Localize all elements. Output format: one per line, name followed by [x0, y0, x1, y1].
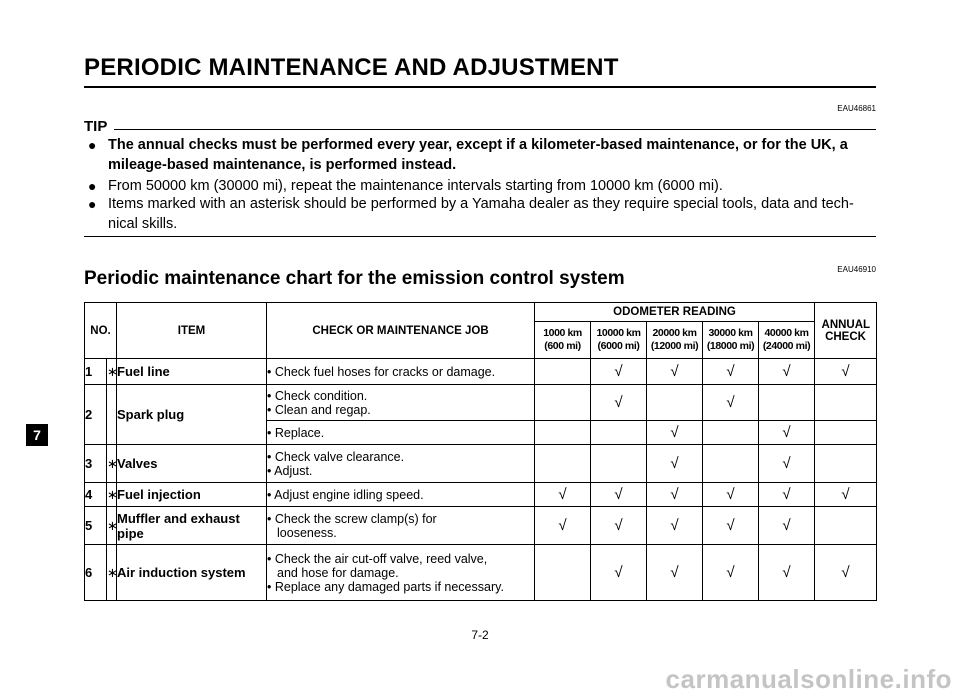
tip-label: TIP — [84, 118, 108, 135]
bullet-icon: ● — [88, 196, 97, 212]
interval-check-cell — [535, 445, 591, 483]
maintenance-job — [267, 483, 535, 507]
interval-check-cell — [647, 385, 703, 421]
annual-check-cell — [815, 445, 877, 483]
interval-check-cell — [703, 359, 759, 385]
bullet-icon: ● — [88, 137, 97, 153]
job-line: • Check the air cut-off valve, reed valve, — [267, 551, 488, 566]
table-row — [85, 445, 877, 483]
tip-bullet-3-line1: Items marked with an asterisk should be performed by a Yamaha dealer as they require special tools, data and tech- — [108, 196, 854, 212]
odometer-km: 20000 km — [652, 327, 697, 339]
odometer-column-header — [647, 322, 703, 359]
row-number: 6 — [85, 545, 107, 601]
interval-check-cell — [647, 507, 703, 545]
interval-check-cell — [647, 445, 703, 483]
check-mark-icon: √ — [614, 363, 623, 380]
table-row — [85, 545, 877, 601]
interval-check-cell — [535, 359, 591, 385]
job-line: and hose for damage. — [277, 565, 399, 580]
check-mark-icon: √ — [841, 363, 850, 380]
interval-check-cell — [535, 421, 591, 445]
item-name-line1: Valves — [117, 456, 158, 471]
row-number: 1 — [85, 359, 107, 385]
check-mark-icon: √ — [614, 564, 623, 581]
odometer-column-header — [703, 322, 759, 359]
item-name — [117, 359, 267, 385]
section-title: Periodic maintenance chart for the emission control system — [84, 268, 625, 289]
annual-check-cell — [815, 385, 877, 421]
page-title: PERIODIC MAINTENANCE AND ADJUSTMENT — [84, 54, 619, 81]
check-mark-icon: √ — [841, 486, 850, 503]
interval-check-cell — [647, 483, 703, 507]
tip-end-rule — [84, 236, 876, 237]
interval-check-cell — [647, 359, 703, 385]
check-mark-icon: √ — [614, 394, 623, 411]
interval-check-cell — [759, 507, 815, 545]
interval-check-cell — [703, 385, 759, 421]
interval-check-cell — [591, 445, 647, 483]
interval-check-cell — [703, 545, 759, 601]
maintenance-job — [267, 359, 535, 385]
job-line: • Adjust engine idling speed. — [267, 487, 424, 502]
odometer-mi: (6000 mi) — [597, 340, 640, 352]
job-line: • Check valve clearance. — [267, 449, 405, 464]
interval-check-cell — [759, 483, 815, 507]
annual-check-cell — [815, 359, 877, 385]
interval-check-cell — [591, 421, 647, 445]
tip-bullet-1 — [108, 135, 876, 175]
tip-bullet-2: From 50000 km (30000 mi), repeat the maintenance intervals starting from 10000 km (6000 mi). — [108, 178, 723, 194]
check-mark-icon: √ — [670, 486, 679, 503]
header-job: CHECK OR MAINTENANCE JOB — [267, 303, 535, 359]
odometer-mi: (24000 mi) — [762, 340, 811, 352]
job-line: • Adjust. — [267, 463, 313, 478]
interval-check-cell — [647, 545, 703, 601]
check-mark-icon: √ — [782, 424, 791, 441]
interval-check-cell — [703, 483, 759, 507]
check-mark-icon: √ — [726, 394, 735, 411]
interval-check-cell — [759, 421, 815, 445]
check-mark-icon: √ — [670, 564, 679, 581]
asterisk-mark: ∗ — [107, 507, 117, 545]
maintenance-job — [267, 385, 535, 421]
interval-check-cell — [759, 359, 815, 385]
table-body — [85, 359, 877, 601]
item-name — [117, 445, 267, 483]
job-line: • Check fuel hoses for cracks or damage. — [267, 364, 496, 379]
header-no: NO. — [85, 303, 117, 359]
maintenance-job — [267, 445, 535, 483]
odometer-km: 10000 km — [596, 327, 641, 339]
interval-check-cell — [759, 545, 815, 601]
item-name-line1: Muffler and exhaust — [117, 510, 240, 526]
header-annual — [815, 303, 877, 359]
item-name-line2: pipe — [117, 525, 144, 541]
odometer-mi: (600 mi) — [544, 340, 581, 352]
odometer-km: 1000 km — [543, 327, 582, 339]
chapter-tab: 7 — [26, 424, 48, 446]
interval-check-cell — [591, 359, 647, 385]
maintenance-job — [267, 507, 535, 545]
item-name-line1: Air induction system — [117, 565, 246, 580]
job-line: • Clean and regap. — [267, 402, 371, 417]
item-name-line1: Spark plug — [117, 407, 185, 422]
check-mark-icon: √ — [841, 564, 850, 581]
odometer-km: 40000 km — [764, 327, 809, 339]
row-number: 5 — [85, 507, 107, 545]
check-mark-icon: √ — [670, 517, 679, 534]
tip-bullet-1-line2: mileage-based maintenance, is performed instead. — [108, 157, 457, 173]
interval-check-cell — [591, 385, 647, 421]
interval-check-cell — [647, 421, 703, 445]
title-rule — [84, 86, 876, 88]
table-row — [85, 359, 877, 385]
check-mark-icon: √ — [670, 424, 679, 441]
row-number: 3 — [85, 445, 107, 483]
odometer-km: 30000 km — [708, 327, 753, 339]
interval-check-cell — [535, 385, 591, 421]
maintenance-table — [84, 302, 877, 601]
row-number: 4 — [85, 483, 107, 507]
check-mark-icon: √ — [670, 455, 679, 472]
check-mark-icon: √ — [726, 486, 735, 503]
table-row — [85, 385, 877, 421]
item-name — [117, 385, 267, 445]
annual-check-cell — [815, 507, 877, 545]
page-number: 7-2 — [471, 628, 489, 642]
check-mark-icon: √ — [614, 517, 623, 534]
interval-check-cell — [591, 483, 647, 507]
maintenance-job — [267, 421, 535, 445]
interval-check-cell — [759, 445, 815, 483]
annual-check-cell — [815, 545, 877, 601]
odometer-mi: (12000 mi) — [650, 340, 699, 352]
bullet-icon: ● — [88, 178, 97, 194]
tip-rule — [114, 129, 876, 130]
maintenance-job — [267, 545, 535, 601]
reference-code-tip: EAU46861 — [837, 104, 876, 113]
asterisk-mark: ∗ — [107, 445, 117, 483]
odometer-column-header — [759, 322, 815, 359]
asterisk-mark: ∗ — [107, 483, 117, 507]
interval-check-cell — [703, 421, 759, 445]
check-mark-icon: √ — [726, 363, 735, 380]
annual-check-cell — [815, 421, 877, 445]
interval-check-cell — [591, 545, 647, 601]
interval-check-cell — [535, 507, 591, 545]
check-mark-icon: √ — [782, 455, 791, 472]
interval-check-cell — [591, 507, 647, 545]
interval-check-cell — [759, 385, 815, 421]
interval-check-cell — [535, 545, 591, 601]
check-mark-icon: √ — [782, 486, 791, 503]
item-name-line1: Fuel line — [117, 364, 170, 379]
check-mark-icon: √ — [782, 363, 791, 380]
check-mark-icon: √ — [614, 486, 623, 503]
table-row — [85, 483, 877, 507]
check-mark-icon: √ — [558, 486, 567, 503]
odometer-mi: (18000 mi) — [706, 340, 755, 352]
check-mark-icon: √ — [782, 517, 791, 534]
item-name — [117, 483, 267, 507]
check-mark-icon: √ — [726, 517, 735, 534]
item-name — [117, 545, 267, 601]
asterisk-mark: ∗ — [107, 359, 117, 385]
item-name — [117, 507, 267, 545]
asterisk-mark: ∗ — [107, 545, 117, 601]
table-row — [85, 507, 877, 545]
interval-check-cell — [703, 507, 759, 545]
check-mark-icon: √ — [782, 564, 791, 581]
job-line: • Check condition. — [267, 388, 368, 403]
asterisk-mark — [107, 385, 117, 445]
job-line: • Replace any damaged parts if necessary. — [267, 579, 504, 594]
tip-bullet-1-line1: The annual checks must be performed every year, except if a kilometer-based maintenance, or for the UK, a — [108, 137, 848, 153]
header-item: ITEM — [117, 303, 267, 359]
row-number: 2 — [85, 385, 107, 445]
check-mark-icon: √ — [670, 363, 679, 380]
header-annual-label: ANNUAL CHECK — [821, 318, 871, 343]
annual-check-cell — [815, 483, 877, 507]
tip-bullet-3 — [108, 194, 876, 234]
check-mark-icon: √ — [726, 564, 735, 581]
job-line: looseness. — [277, 525, 337, 540]
header-odometer: ODOMETER READING — [535, 303, 815, 322]
interval-check-cell — [703, 445, 759, 483]
check-mark-icon: √ — [558, 517, 567, 534]
job-line: • Replace. — [267, 425, 325, 440]
watermark: carmanualsonline.info — [665, 664, 952, 694]
odometer-column-header — [591, 322, 647, 359]
item-name-line1: Fuel injection — [117, 487, 201, 502]
tip-bullet-3-line2: nical skills. — [108, 216, 178, 232]
job-line: • Check the screw clamp(s) for — [267, 511, 437, 526]
interval-check-cell — [535, 483, 591, 507]
reference-code-chart: EAU46910 — [837, 265, 876, 274]
odometer-column-header — [535, 322, 591, 359]
